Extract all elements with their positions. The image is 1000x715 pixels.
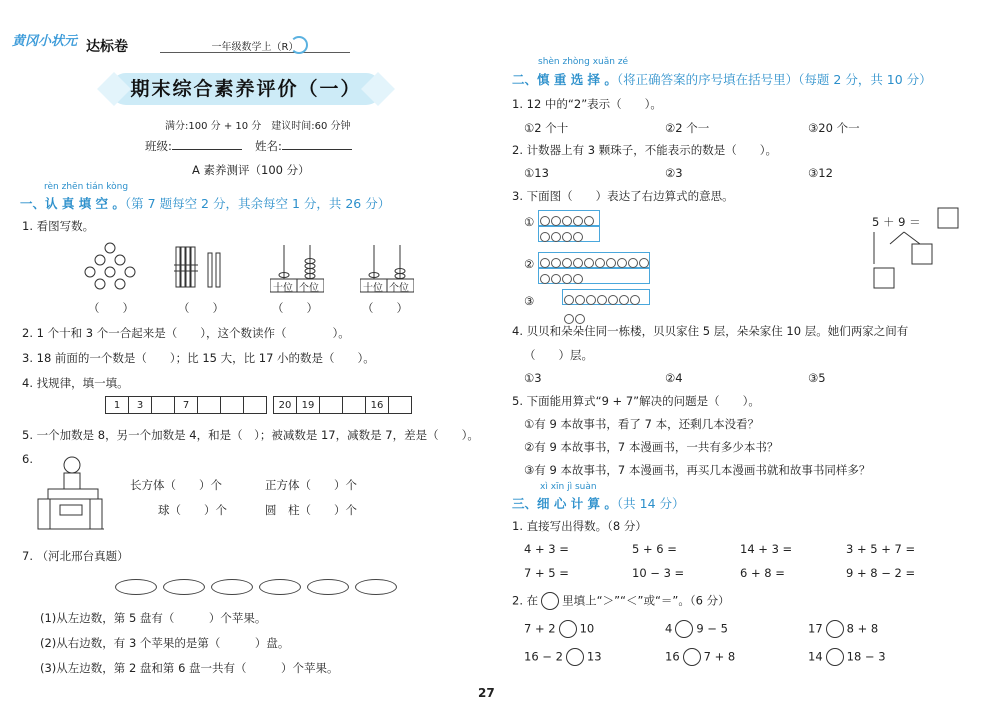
option[interactable]: ③20 个一 <box>808 121 860 135</box>
abacus-1 <box>270 245 324 293</box>
q1-7: 7. （河北邢台真题） <box>22 549 129 563</box>
compare-item: 4 9 − 5 <box>665 620 728 638</box>
compare-item: 16 − 2 13 <box>524 648 602 666</box>
apples-image <box>80 240 140 290</box>
calc-item[interactable]: 9 + 8 − 2 = <box>846 566 916 580</box>
plate-6 <box>355 579 397 595</box>
name-label: 姓名: <box>255 138 352 154</box>
brand-logo: 黄冈小状元 <box>12 34 78 49</box>
grade-label: 一年级数学上（R） <box>160 38 350 53</box>
q2-1: 1. 12 中的“2”表示（ ）。 <box>512 97 662 111</box>
sec2-title: 二、慎 重 选 择 。（将正确答案的序号填在括号里）（每题 2 分，共 10 分） <box>512 72 932 87</box>
brand-suffix: 达标卷 <box>86 39 128 55</box>
q6-cuboid: 长方体（ ）个 <box>130 478 222 492</box>
option[interactable]: ①2 个十 <box>524 121 569 135</box>
equation: 5 ＋ 9 ＝ <box>872 215 921 229</box>
option[interactable]: ②3 <box>665 166 683 180</box>
q1-2: 2. 1 个十和 3 个一合起来是（ ），这个数读作（ ）。 <box>22 326 350 340</box>
q7-1: (1)从左边数，第 5 盘有（ ）个苹果。 <box>40 611 267 625</box>
q7-3: (3)从左边数，第 2 盘和第 6 盘一共有（ ）个苹果。 <box>40 661 339 675</box>
option[interactable]: ②4 <box>665 371 683 385</box>
bead-box <box>562 289 650 305</box>
abacus-tens-label: 十位 <box>273 283 293 294</box>
blocks-image <box>34 453 110 535</box>
calc-item[interactable]: 3 + 5 + 7 = <box>846 542 916 556</box>
compare-item: 14 18 − 3 <box>808 648 886 666</box>
compare-circle[interactable] <box>559 620 577 638</box>
q6-ball: 球（ ）个 <box>158 503 227 517</box>
compare-item: 16 7 + 8 <box>665 648 735 666</box>
abacus-ones-label: 个位 <box>389 283 409 294</box>
q6-cylinder: 圆 柱（ ）个 <box>265 503 357 517</box>
option[interactable]: ③12 <box>808 166 833 180</box>
q7-2: (2)从右边数，有 3 个苹果的是第（ ）盘。 <box>40 636 290 650</box>
bead-box <box>538 226 600 242</box>
compare-circle[interactable] <box>826 648 844 666</box>
q2-2: 2. 计数器上有 3 颗珠子，不能表示的数是（ ）。 <box>512 143 778 157</box>
calc-item[interactable]: 7 + 5 = <box>524 566 569 580</box>
circle-icon <box>541 592 559 610</box>
option[interactable]: ①有 9 本故事书，看了 7 本，还剩几本没看？ <box>524 417 760 431</box>
q1-5: 5. 一个加数是 8，另一个加数是 4，和是（ ）；被减数是 17，减数是 7，差是（ ）。 <box>22 428 479 442</box>
bead-box <box>538 210 600 226</box>
compare-item: 17 8 + 8 <box>808 620 878 638</box>
class-label: 班级: <box>145 138 242 154</box>
sec1-title: 一、认 真 填 空 。（第 7 题每空 2 分，其余每空 1 分，共 26 分） <box>20 196 391 211</box>
sec1-pinyin: rèn zhēn tián kòng <box>44 182 129 192</box>
answer-paren[interactable]: （ ） <box>178 301 224 315</box>
abacus-ones-label: 个位 <box>299 283 319 294</box>
page-number: 27 <box>478 686 495 700</box>
q6-cube: 正方体（ ）个 <box>265 478 357 492</box>
plate-5 <box>307 579 349 595</box>
split-diagram <box>870 206 966 296</box>
part-a-heading: A 素养测评（100 分） <box>192 163 310 177</box>
plate-2 <box>163 579 205 595</box>
sequence-table-2: 20 19 16 <box>273 396 412 414</box>
q3-1: 1. 直接写出得数。（8 分） <box>512 519 647 533</box>
option[interactable]: ①13 <box>524 166 549 180</box>
compare-circle[interactable] <box>566 648 584 666</box>
calc-item[interactable]: 5 + 6 = <box>632 542 677 556</box>
q2-5: 5. 下面能用算式“9 + 7”解决的问题是（ ）。 <box>512 394 760 408</box>
q1-6: 6. <box>22 452 33 466</box>
answer-paren[interactable]: （ ） <box>362 301 408 315</box>
plate-1 <box>115 579 157 595</box>
option[interactable]: ② <box>524 257 535 271</box>
abacus-2 <box>360 245 414 293</box>
calc-item[interactable]: 4 + 3 = <box>524 542 569 556</box>
calc-item[interactable]: 14 + 3 = <box>740 542 793 556</box>
q2-4b: （ ）层。 <box>524 348 593 362</box>
page-title: 期末综合素养评价（一） <box>110 73 382 105</box>
option[interactable]: ③ <box>524 294 535 308</box>
sequence-table-1: 1 3 7 <box>105 396 267 414</box>
q1-1: 1. 看图写数。 <box>22 219 95 233</box>
plate-3 <box>211 579 253 595</box>
sec2-pinyin: shèn zhòng xuǎn zé <box>538 57 629 67</box>
answer-paren[interactable]: （ ） <box>88 301 134 315</box>
compare-circle[interactable] <box>826 620 844 638</box>
swirl-icon <box>290 36 308 54</box>
plate-4 <box>259 579 301 595</box>
abacus-tens-label: 十位 <box>363 283 383 294</box>
bead-box <box>538 252 650 268</box>
option[interactable]: ②2 个一 <box>665 121 710 135</box>
sec3-pinyin: xì xīn jì suàn <box>540 482 597 492</box>
q2-3: 3. 下面图（ ）表达了右边算式的意思。 <box>512 189 734 203</box>
bead-box <box>538 268 650 284</box>
calc-item[interactable]: 10 − 3 = <box>632 566 685 580</box>
calc-item[interactable]: 6 + 8 = <box>740 566 785 580</box>
option[interactable]: ① <box>524 215 535 229</box>
right-page <box>500 0 1000 715</box>
q3-2: 2. 在 里填上“＞”“＜”或“＝”。（6 分） <box>512 592 730 610</box>
compare-item: 7 + 2 10 <box>524 620 594 638</box>
sec3-title: 三、细 心 计 算 。（共 14 分） <box>512 496 685 511</box>
q1-3: 3. 18 前面的一个数是（ ）；比 15 大，比 17 小的数是（ ）。 <box>22 351 375 365</box>
q1-4: 4. 找规律，填一填。 <box>22 376 129 390</box>
compare-circle[interactable] <box>675 620 693 638</box>
sticks-image <box>172 245 232 290</box>
option[interactable]: ③5 <box>808 371 826 385</box>
compare-circle[interactable] <box>683 648 701 666</box>
answer-paren[interactable]: （ ） <box>272 301 318 315</box>
option[interactable]: ②有 9 本故事书，7 本漫画书，一共有多少本书？ <box>524 440 779 454</box>
option[interactable]: ①3 <box>524 371 542 385</box>
q2-4: 4. 贝贝和朵朵住同一栋楼，贝贝家住 5 层，朵朵家住 10 层。她们两家之间有 <box>512 324 909 338</box>
option[interactable]: ③有 9 本故事书，7 本漫画书，再买几本漫画书就和故事书同样多？ <box>524 463 871 477</box>
score-line: 满分:100 分 + 10 分 建议时间:60 分钟 <box>165 121 351 132</box>
